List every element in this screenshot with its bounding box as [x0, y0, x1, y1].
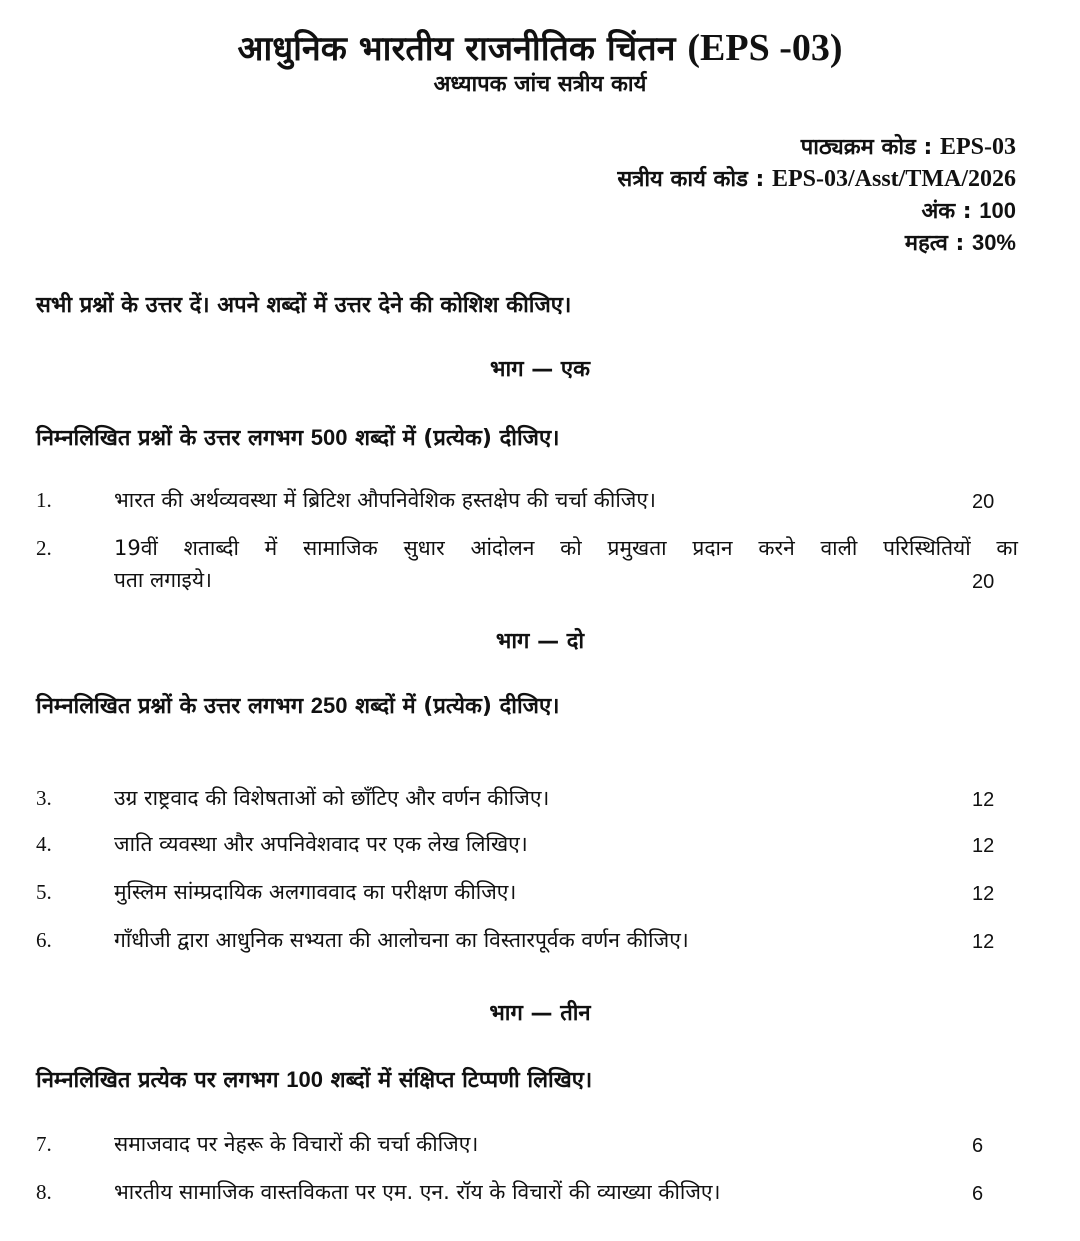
assignment-code-line [617, 164, 1016, 195]
page-title [0, 26, 1080, 71]
question-number: 1. [36, 488, 52, 512]
weight-value: 30% [971, 230, 1016, 255]
question-text: भारत की अर्थव्यवस्था में ब्रिटिश औपनिवेशिक हस्तक्षेप की चर्चा कीजिए। [114, 488, 656, 512]
question-text: भारतीय सामाजिक वास्तविकता पर एम. एन. रॉय के विचारों की व्याख्या कीजिए। [114, 1180, 721, 1204]
part-two-heading: भाग — दो [495, 629, 585, 654]
instruction-text: निम्नलिखित प्रश्नों के उत्तर लगभग [36, 426, 311, 451]
question-marks: 20 [972, 491, 995, 513]
question-number: 2. [36, 536, 52, 560]
question-text: मुस्लिम सांम्प्रदायिक अलगाववाद का परीक्षण कीजिए। [114, 880, 517, 904]
question-text: उग्र राष्ट्रवाद की विशेषताओं को छाँटिए और वर्णन कीजिए। [114, 786, 550, 810]
question-text: समाजवाद पर नेहरू के विचारों की चर्चा कीजिए। [114, 1132, 479, 1156]
instruction-text: निम्नलिखित प्रत्येक पर लगभग [36, 1068, 287, 1093]
marks-label: अंक : [921, 199, 972, 224]
course-code-label: पाठ्यक्रम कोड : [800, 135, 933, 160]
title-hindi: आधुनिक भारतीय राजनीतिक चिंतन [237, 29, 676, 69]
weight-line [905, 228, 1016, 259]
question-marks: 6 [972, 1135, 984, 1157]
weight-label: महत्व : [904, 231, 965, 256]
part-three-instruction [36, 1064, 592, 1097]
question-text-line2: पता लगाइये। [114, 568, 212, 592]
question-marks: 20 [972, 571, 995, 593]
instruction-text: शब्दों में संक्षिप्त टिप्पणी लिखिए। [322, 1068, 593, 1093]
word-limit: 500 [310, 425, 348, 450]
part-one-instruction [36, 422, 560, 455]
course-code-line [801, 132, 1016, 163]
question-number: 3. [36, 786, 52, 810]
question-number: 6. [36, 928, 52, 952]
assignment-code-value: EPS-03/Asst/TMA/2026 [771, 166, 1016, 192]
question-marks: 12 [972, 835, 995, 857]
question-number: 4. [36, 832, 52, 856]
page-subtitle: अध्यापक जांच सत्रीय कार्य [433, 72, 647, 97]
question-number: 7. [36, 1132, 52, 1156]
word-limit: 100 [286, 1067, 323, 1092]
question-text: जाति व्यवस्था और अपनिवेशवाद पर एक लेख लिखिए। [114, 832, 528, 856]
question-marks: 12 [972, 931, 995, 953]
question-text: गाँधीजी द्वारा आधुनिक सभ्यता की आलोचना का विस्तारपूर्वक वर्णन कीजिए। [114, 928, 689, 952]
question-number: 8. [36, 1180, 52, 1204]
course-code-value: EPS-03 [939, 134, 1016, 160]
part-three-heading: भाग — तीन [489, 1001, 591, 1026]
instruction-text: शब्दों में (प्रत्येक) दीजिए। [347, 426, 560, 451]
instruction-text: शब्दों में (प्रत्येक) दीजिए। [347, 694, 560, 719]
question-text-line1: 19वीं शताब्दी में सामाजिक सुधार आंदोलन को प्रमुखता प्रदान करने वाली परिस्थितियों का [114, 536, 1018, 560]
instruction-text: निम्नलिखित प्रश्नों के उत्तर लगभग [36, 694, 311, 719]
part-two-instruction [36, 690, 560, 723]
question-marks: 12 [972, 883, 995, 905]
general-instruction: सभी प्रश्नों के उत्तर दें। अपने शब्दों में उत्तर देने की कोशिश कीजिए। [36, 293, 572, 318]
part-one-heading: भाग — एक [490, 357, 590, 382]
title-code: (EPS -03) [687, 27, 843, 69]
question-marks: 12 [972, 789, 995, 811]
question-marks: 6 [972, 1183, 984, 1205]
assignment-code-label: सत्रीय कार्य कोड : [617, 167, 765, 192]
question-number: 5. [36, 880, 52, 904]
word-limit: 250 [310, 693, 348, 718]
marks-value: 100 [979, 198, 1016, 223]
marks-line [921, 196, 1016, 227]
